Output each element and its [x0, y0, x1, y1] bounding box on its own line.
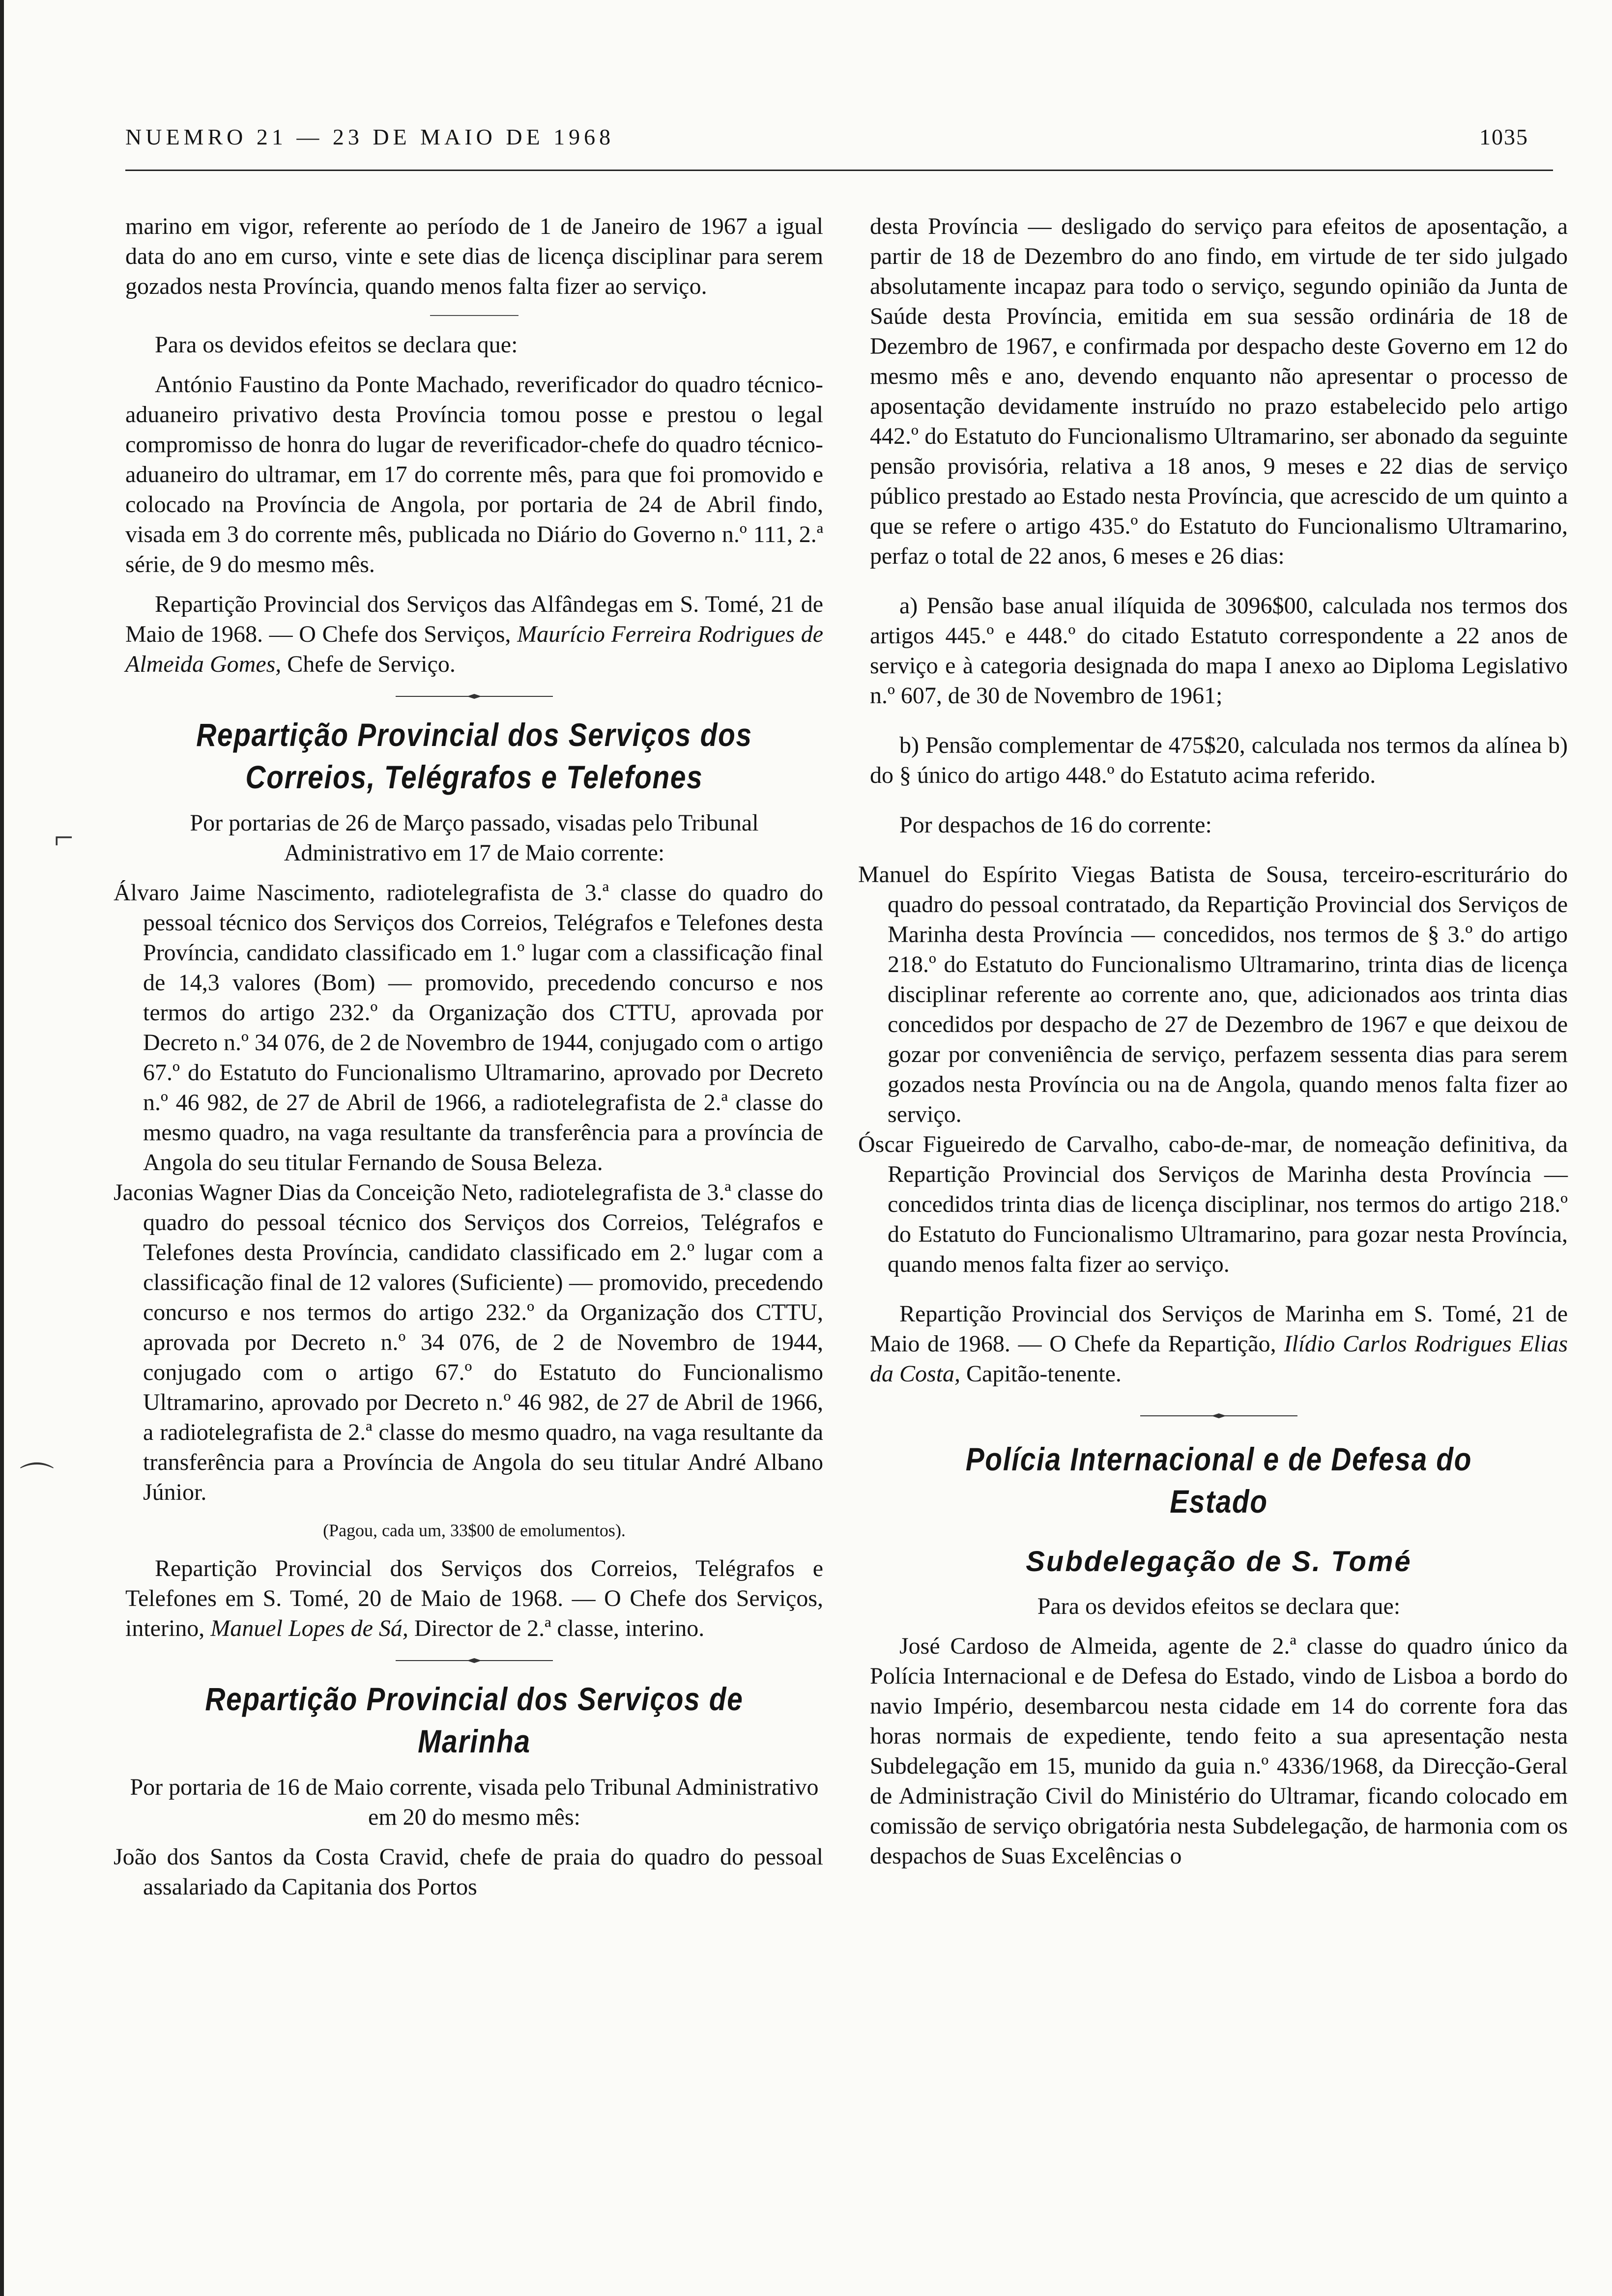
signature-text: Repartição Provincial dos Serviços de Marinha em S. Tomé, 21 de Maio de 1968. — O Chefe da Repartição, [870, 1301, 1568, 1357]
signatory-name: Maurício Ferreira Rodrigues de Almeida Gomes, [125, 621, 824, 677]
signatory-name: Ilídio Carlos Rodrigues Elias da Costa, [870, 1331, 1568, 1387]
paragraph: Por portarias de 26 de Março passado, visadas pelo Tribunal Administrativo em 17 de Maio corrente: [190, 810, 759, 866]
list-item: Manuel do Espírito Viegas Batista de Sousa, terceiro-escriturário do quadro do pessoal contratado, da Repartição Provincial dos Serviços de Marinha desta Província — concedidos, nos termos de § 3.º do artigo 218.º do Estatuto do Funcionalismo Ultramarino, trinta dias de licença disciplinar referente ao corrente ano, que, adicionados aos trinta dias concedidos por despacho de 27 de Dezembro de 1967 e que deixou de gozar por conveniência de serviço, perfazem sessenta dias para serem gozados nesta Província ou na de Angola, quando menos falta fizer ao serviço. [858, 861, 1568, 1127]
paragraph: desta Província — desligado do serviço para efeitos de aposentação, a partir de 18 de Dezembro do ano findo, em virtude de ter sido julgado absolutamente incapaz para todo o serviço, segundo opinião da Junta de Saúde desta Província, emitida em sua sessão ordinária de 18 de Dezembro de 1967, e confirmada por despacho deste Governo em 12 do mesmo mês e ano, devendo enquanto não apresentar o processo de aposentação devidamente instruído no prazo estabelecido pelo artigo 442.º do Estatuto do Funcionalismo Ultramarino, ser abonado da seguinte pensão provisória, relativa a 18 anos, 9 meses e 22 dias de serviço público prestado ao Estado nesta Província, que acrescido de um quinto a que se refere o artigo 435.º do Estatuto do Funcionalismo Ultramarino, perfaz o total de 22 anos, 6 meses e 26 dias: [870, 213, 1568, 569]
fee-note: (Pagou, cada um, 33$00 de emolumentos). [323, 1521, 626, 1540]
separator [396, 1653, 553, 1668]
paragraph: José Cardoso de Almeida, agente de 2.ª classe do quadro único da Polícia Internacional e de Defesa do Estado, vindo de Lisboa a bordo do navio Império, desembarcou nesta cidade em 14 do corrente fora das horas normais de expediente, tendo feito a sua apresentação nesta Subdelegação em 15, munido da guia n.º 4336/1968, da Direcção-Geral de Administração Civil do Ministério do Ultramar, ficando colocado em comissão de serviço obrigatória nesta Subdelegação, de harmonia com os despachos de Suas Excelências o [870, 1633, 1568, 1869]
section-subtitle: Subdelegação de S. Tomé [1026, 1546, 1412, 1578]
list-item: Álvaro Jaime Nascimento, radiotelegrafista de 3.ª classe do quadro do pessoal técnico dos Serviços dos Correios, Telégrafos e Telefones desta Província, candidato classificado em 1.º lugar com a classificação final de 14,3 valores (Bom) — promovido, precedendo concurso e nos termos do artigo 232.º da Organização dos CTTU, aprovada por Decreto n.º 34 076, de 2 de Novembro de 1944, conjugado com o artigo 67.º do Estatuto do Funcionalismo Ultramarino, aprovado por Decreto n.º 46 982, de 27 de Abril de 1966, a radiotelegrafista de 2.ª classe do mesmo quadro, na vaga resultante da transferência para a província de Angola do seu titular Fernando de Sousa Beleza. [114, 880, 823, 1176]
separator [1140, 1408, 1297, 1423]
section-title: Polícia Internacional e de Defesa do Estado [965, 1441, 1472, 1520]
separator [430, 308, 518, 323]
left-column [114, 211, 824, 1902]
paragraph: Por despachos de 16 do corrente: [899, 812, 1212, 838]
list-item: João dos Santos da Costa Cravid, chefe de praia do quadro do pessoal assalariado da Capitania dos Portos [114, 1844, 823, 1900]
paragraph: Para os devidos efeitos se declara que: [155, 332, 518, 358]
list-item: b) Pensão complementar de 475$20, calculada nos termos da alínea b) do § único do artigo 448.º do Estatuto acima referido. [870, 732, 1568, 788]
paragraph: Para os devidos efeitos se declara que: [1037, 1593, 1401, 1619]
signatory-role: Chefe de Serviço. [287, 651, 456, 677]
margin-mark: ⌐ [54, 819, 74, 857]
section-title: Repartição Provincial dos Serviços dos Correios, Telégrafos e Telefones [196, 717, 752, 795]
issue-date-header: NUEMRO 21 — 23 DE MAIO DE 1968 [125, 124, 615, 149]
signatory-name: Manuel Lopes de Sá, [210, 1615, 408, 1641]
margin-mark: ⌒ [20, 1462, 54, 1499]
signature-paragraph [125, 1553, 823, 1643]
header-rule [125, 170, 1553, 171]
list-item: Jaconias Wagner Dias da Conceição Neto, radiotelegrafista de 3.ª classe do quadro do pessoal técnico dos Serviços dos Correios, Telégrafos e Telefones desta Província, candidato classificado em 2.º lugar com a classificação final de 12 valores (Suficiente) — promovido, precedendo concurso e nos termos do artigo 232.º da Organização dos CTTU, aprovada por Decreto n.º 34 076, de 2 de Novembro de 1944, conjugado com o artigo 67.º do Estatuto do Funcionalismo Ultramarino, aprovado por Decreto n.º 46 982, de 27 de Abril de 1966, a radiotelegrafista de 2.ª classe do mesmo quadro, na vaga resultante da transferência para a Província de Angola do seu titular André Albano Júnior. [114, 1179, 823, 1505]
list-item: a) Pensão base anual ilíquida de 3096$00, calculada nos termos dos artigos 445.º e 448.º do citado Estatuto correspondente a 22 anos de serviço e à categoria designada do mapa I anexo ao Diploma Legislativo n.º 607, de 30 de Novembro de 1961; [870, 593, 1568, 709]
list-item: Óscar Figueiredo de Carvalho, cabo-de-mar, de nomeação definitiva, da Repartição Provincial dos Serviços de Marinha desta Província — concedidos trinta dias de licença disciplinar, nos termos do artigo 218.º do Estatuto do Funcionalismo Ultramarino, para gozar nesta Província, quando menos falta fizer ao serviço. [858, 1131, 1568, 1277]
paragraph: marino em vigor, referente ao período de 1 de Janeiro de 1967 a igual data do ano em curso, vinte e sete dias de licença disciplinar para serem gozados nesta Província, quando menos falta fizer ao serviço. [125, 213, 823, 299]
section-title: Repartição Provincial dos Serviços de Marinha [205, 1681, 744, 1759]
page-number: 1035 [1479, 124, 1528, 149]
signature-text: Repartição Provincial dos Serviços das Alfândegas em S. Tomé, 21 de Maio de 1968. — O Chefe dos Serviços, [125, 591, 823, 647]
paragraph: Por portaria de 16 de Maio corrente, visada pelo Tribunal Administrativo em 20 do mesmo mês: [130, 1774, 819, 1830]
signature-paragraph [870, 1299, 1568, 1389]
paragraph: António Faustino da Ponte Machado, reverificador do quadro técnico-aduaneiro privativo desta Província tomou posse e prestou o legal compromisso de honra do lugar de reverificador-chefe do quadro técnico-aduaneiro do ultramar, em 17 do corrente mês, para que foi promovido e colocado na Província de Angola, por portaria de 24 de Abril findo, visada em 3 do corrente mês, publicada no Diário do Governo n.º 111, 2.ª série, de 9 do mesmo mês. [125, 372, 823, 577]
signature-paragraph [125, 589, 823, 679]
signature-text: Repartição Provincial dos Serviços dos Correios, Telégrafos e Telefones em S. Tomé, 20 de Maio de 1968. — O Chefe dos Serviços, interino, [125, 1555, 823, 1641]
right-column [858, 211, 1568, 1871]
page-header [125, 115, 1528, 150]
signatory-role: Capitão-tenente. [966, 1361, 1122, 1387]
page-edge [0, 0, 4, 2296]
separator [396, 689, 553, 704]
signatory-role: Director de 2.ª classe, interino. [414, 1615, 705, 1641]
